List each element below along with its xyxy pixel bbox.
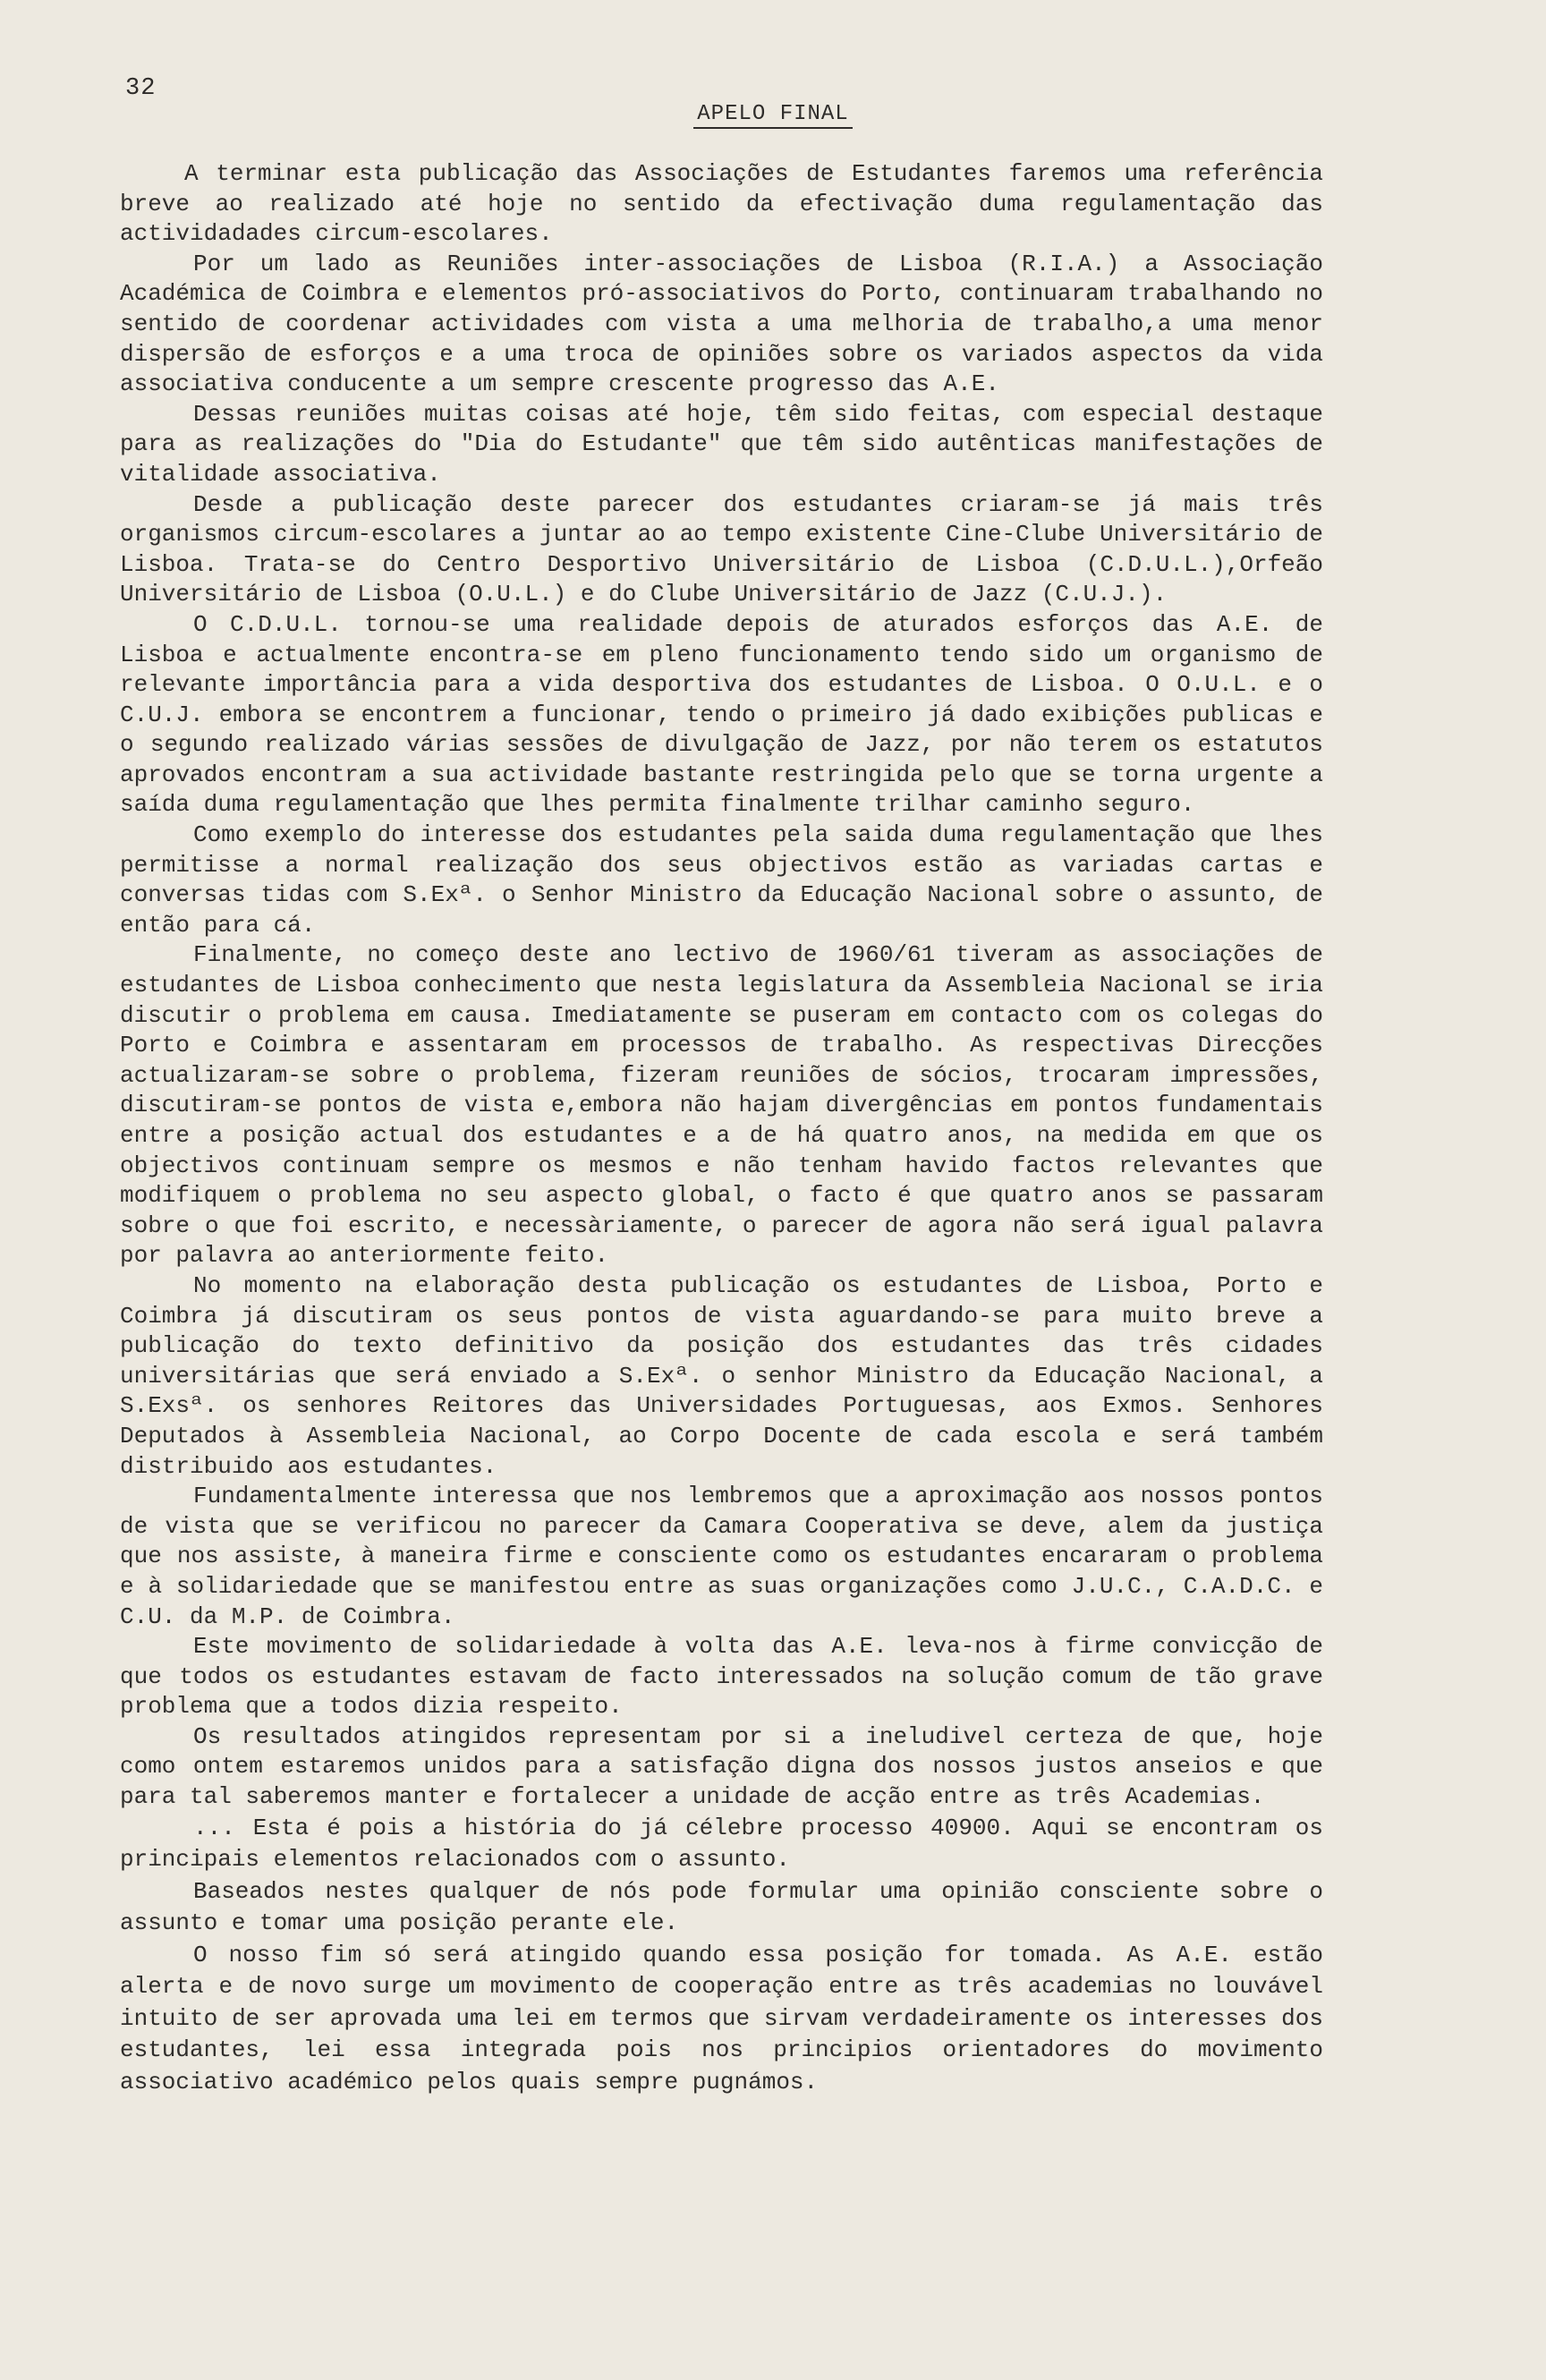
paragraph-baseados: Baseados nestes qualquer de nós pode formular uma opinião consciente sobre o assunto e tomar uma posição perante ele. (120, 1877, 1323, 1937)
page-title (0, 102, 1546, 126)
paragraph-organismos: Desde a publicação deste parecer dos estudantes criaram-se já mais três organismos circum-escolares a juntar ao ao tempo existente Cine-Clube Universitário de Lisboa. Trata-se do Centro Desportivo Universitário de Lisboa (C.D.U.L.),Orfeão Universitário de Lisboa (O.U.L.) e do Clube Universitário de Jazz (C.U.J.). (120, 490, 1323, 608)
paragraph-finalmente: Finalmente, no começo deste ano lectivo de 1960/61 tiveram as associações de estudantes de Lisboa conhecimento que nesta legislatura da Assembleia Nacional se iria discutir o problema em causa. Imediatamente se puseram em contacto com os colegas do Porto e Coimbra e assentaram em processos de trabalho. As respectivas Direcções actualizaram-se sobre o problema, fizeram reuniões de sócios, trocaram impressões, discutiram-se pontos de vista e,embora não hajam divergências em pontos fundamentais entre a posição actual dos estudantes e a de há quatro anos, na medida em que os objectivos continuam sempre os mesmos e não tenham havido factos relevantes que modifiquem o problema no seu aspecto global, o facto é que quatro anos se passaram sobre o que foi escrito, e necessàriamente, o parecer de agora não será igual palavra por palavra ao anteriormente feito. (120, 941, 1323, 1270)
paragraph-reunioes: Por um lado as Reuniões inter-associações de Lisboa (R.I.A.) a Associação Académica de Coimbra e elementos pró-associativos do Porto, continuaram trabalhando no sentido de coordenar actividades com vista a uma melhoria de trabalho,a uma menor dispersão de esforços e a uma troca de opiniões sobre os variados aspectos da vida associativa conducente a um sempre crescente progresso das A.E. (120, 250, 1323, 398)
paragraph-fim: O nosso fim só será atingido quando essa posição for tomada. As A.E. estão alerta e de novo surge um movimento de cooperação entre as três academias no louvável intuito de ser aprovada uma lei em termos que sirvam verdadeiramente os interesses dos estudantes, lei essa integrada pois nos principios orientadores do movimento associativo académico pelos quais sempre pugnámos. (120, 1941, 1323, 2095)
paragraph-cdul: O C.D.U.L. tornou-se uma realidade depois de aturados esforços das A.E. de Lisboa e actualmente encontra-se em pleno funcionamento tendo sido um organismo de relevante importância para a vida desportiva dos estudantes de Lisboa. O O.U.L. e o C.U.J. embora se encontrem a funcionar, tendo o primeiro já dado exibições publicas e o segundo realizado várias sessões de divulgação de Jazz, por não terem os estatutos aprovados encontram a sua actividade bastante restringida pelo que se torna urgente a saída duma regulamentação que lhes permita finalmente trilhar caminho seguro. (120, 610, 1323, 819)
paragraph-momento: No momento na elaboração desta publicação os estudantes de Lisboa, Porto e Coimbra já discutiram os seus pontos de vista aguardando-se para muito breve a publicação do texto definitivo da posição dos estudantes das três cidades universitárias que será enviado a S.Exª. o senhor Ministro da Educação Nacional, a S.Exsª. os senhores Reitores das Universidades Portuguesas, aos Exmos. Senhores Deputados à Assembleia Nacional, ao Corpo Docente de cada escola e será também distribuido aos estudantes. (120, 1271, 1323, 1480)
paragraph-solidariedade: Este movimento de solidariedade à volta das A.E. leva-nos à firme convicção de que todos os estudantes estavam de facto interessados na solução comum de tão grave problema que a todos dizia respeito. (120, 1633, 1323, 1721)
paragraph-intro: A terminar esta publicação das Associações de Estudantes faremos uma referência breve ao realizado até hoje no sentido da efectivação duma regulamentação das actividadades circum-escolares. (120, 160, 1323, 248)
page-title-text: APELO FINAL (693, 102, 852, 129)
paragraph-historia: ... Esta é pois a história do já célebre processo 40900. Aqui se encontram os principais elementos relacionados com o assunto. (120, 1814, 1323, 1874)
paragraph-realizacoes: Dessas reuniões muitas coisas até hoje, têm sido feitas, com especial destaque para as realizações do "Dia do Estudante" que têm sido autênticas manifestações de vitalidade associativa. (120, 400, 1323, 488)
page-number: 32 (125, 75, 157, 102)
paragraph-exemplo: Como exemplo do interesse dos estudantes pela saida duma regulamentação que lhes permitisse a normal realização dos seus objectivos estão as variadas cartas e conversas tidas com S.Exª. o Senhor Ministro da Educação Nacional sobre o assunto, de então para cá. (120, 821, 1323, 939)
paragraph-resultados: Os resultados atingidos representam por si a ineludivel certeza de que, hoje como ontem estaremos unidos para a satisfação digna dos nossos justos anseios e que para tal saberemos manter e fortalecer a unidade de acção entre as três Academias. (120, 1722, 1323, 1811)
paragraph-fundamentalmente: Fundamentalmente interessa que nos lembremos que a aproximação aos nossos pontos de vista que se verificou no parecer da Camara Cooperativa se deve, alem da justiça que nos assiste, à maneira firme e consciente como os estudantes encararam o problema e à solidariedade que se manifestou entre as suas organizações como J.U.C., C.A.D.C. e C.U. da M.P. de Coimbra. (120, 1483, 1323, 1630)
body-text (120, 159, 1323, 2098)
